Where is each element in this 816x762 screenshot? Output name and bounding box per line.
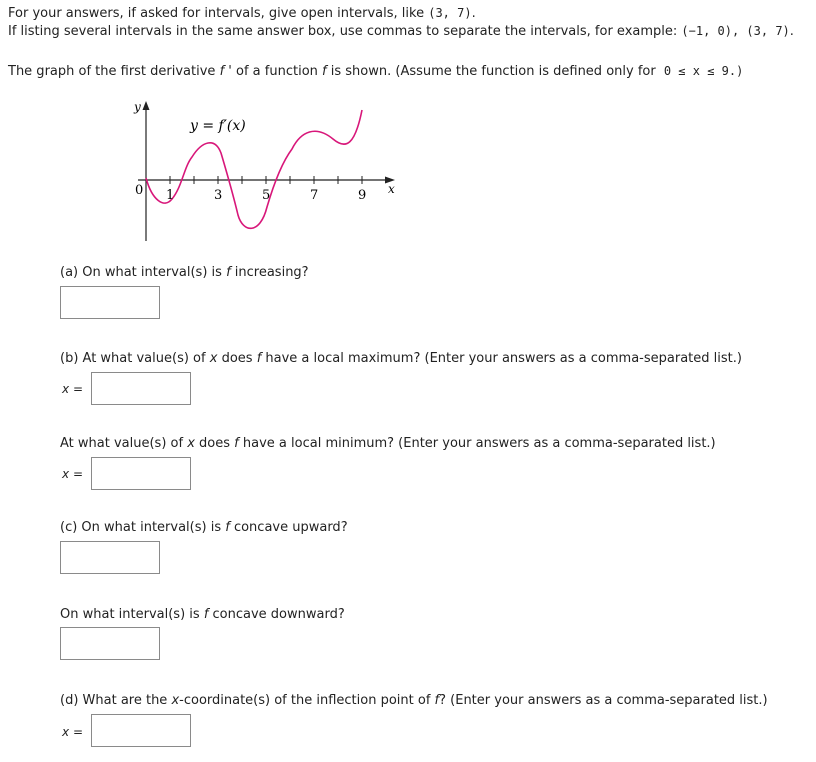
problem-fprime: f '	[219, 64, 232, 79]
question-b-max-suffix: have a local maximum? (Enter your answers as a comma-separated list.)	[265, 351, 742, 366]
answer-b-min-input[interactable]	[91, 457, 191, 490]
question-b-max-f: f	[256, 351, 262, 366]
question-d-x: x	[171, 693, 180, 708]
tick-label-9: 9	[358, 188, 367, 203]
intro-line-2-end: .	[789, 24, 794, 39]
question-b-min-mid: does	[199, 436, 231, 451]
question-d-prefix: (d) What are the	[60, 693, 168, 708]
question-c-up-suffix: concave upward?	[233, 520, 348, 535]
question-a-suffix: increasing?	[234, 265, 309, 280]
answer-b-max-var: x	[62, 382, 70, 396]
question-d-suffix: -coordinate(s) of the inflection point of	[179, 693, 431, 708]
origin-label: 0	[135, 183, 144, 198]
answer-b-max-eq: =	[72, 382, 83, 396]
question-b-min-f: f	[234, 436, 239, 451]
question-b-max-x: x	[209, 351, 218, 366]
question-b-min	[60, 436, 716, 451]
x-axis-label: x	[388, 182, 395, 196]
question-d	[60, 693, 768, 708]
answer-b-max-prefix	[62, 382, 83, 396]
question-c-down	[60, 607, 345, 622]
y-axis-arrow	[143, 101, 150, 110]
question-b-max-prefix: (b) At what value(s) of	[60, 351, 206, 366]
answer-b-min-eq: =	[72, 467, 83, 481]
question-c-down-suffix: concave downward?	[212, 607, 345, 622]
question-b-min-suffix: have a local minimum? (Enter your answers as a comma-separated list.)	[242, 436, 716, 451]
f-prime-curve	[146, 110, 362, 228]
question-c-up-prefix: (c) On what interval(s) is	[60, 520, 222, 535]
y-axis-label: y	[134, 100, 141, 114]
problem-prefix: The graph of the first derivative	[8, 64, 216, 79]
intro-line-1-example: (3, 7)	[428, 6, 472, 20]
question-b-min-prefix: At what value(s) of	[60, 436, 184, 451]
answer-d-eq: =	[72, 725, 83, 739]
answer-a-input[interactable]	[60, 286, 160, 319]
question-c-down-f: f	[203, 607, 209, 622]
answer-b-max-input[interactable]	[91, 372, 191, 405]
problem-suffix: is shown. (Assume the function is defined only for	[330, 64, 656, 79]
problem-f: f	[322, 64, 327, 79]
answer-b-min-var: x	[62, 467, 70, 481]
intro-line-2-text: If listing several intervals in the same answer box, use commas to separate the intervals, for example:	[8, 24, 678, 39]
answer-b-min-prefix	[62, 467, 83, 481]
tick-label-1: 1	[166, 188, 175, 203]
intro-line-1-text: For your answers, if asked for intervals, give open intervals, like	[8, 6, 425, 21]
question-d-end: ? (Enter your answers as a comma-separated list.)	[439, 693, 768, 708]
question-c-up-f: f	[225, 520, 230, 535]
problem-statement	[8, 64, 743, 79]
question-c-up	[60, 520, 348, 535]
function-label: y = f′(x)	[190, 118, 246, 134]
answer-d-var: x	[62, 725, 70, 739]
intro-line-2-example: (−1, 0), (3, 7)	[681, 24, 790, 38]
question-b-min-x: x	[187, 436, 195, 451]
question-a	[60, 265, 309, 280]
intro-line-2	[8, 24, 794, 39]
intro-line-1	[8, 6, 476, 21]
question-a-prefix: (a) On what interval(s) is	[60, 265, 222, 280]
tick-label-5: 5	[262, 188, 271, 203]
answer-c-up-input[interactable]	[60, 541, 160, 574]
intro-line-1-end: .	[471, 6, 476, 21]
answer-d-prefix	[62, 725, 83, 739]
tick-label-7: 7	[310, 188, 319, 203]
question-d-f: f	[434, 693, 440, 708]
derivative-graph	[120, 95, 405, 245]
question-c-down-prefix: On what interval(s) is	[60, 607, 200, 622]
question-b-max-mid: does	[221, 351, 253, 366]
problem-domain: 0 ≤ x ≤ 9.)	[663, 64, 744, 78]
answer-d-input[interactable]	[91, 714, 191, 747]
question-b-max	[60, 351, 742, 366]
tick-label-3: 3	[214, 188, 223, 203]
answer-c-down-input[interactable]	[60, 627, 160, 660]
problem-mid: of a function	[236, 64, 318, 79]
question-a-f: f	[226, 265, 231, 280]
